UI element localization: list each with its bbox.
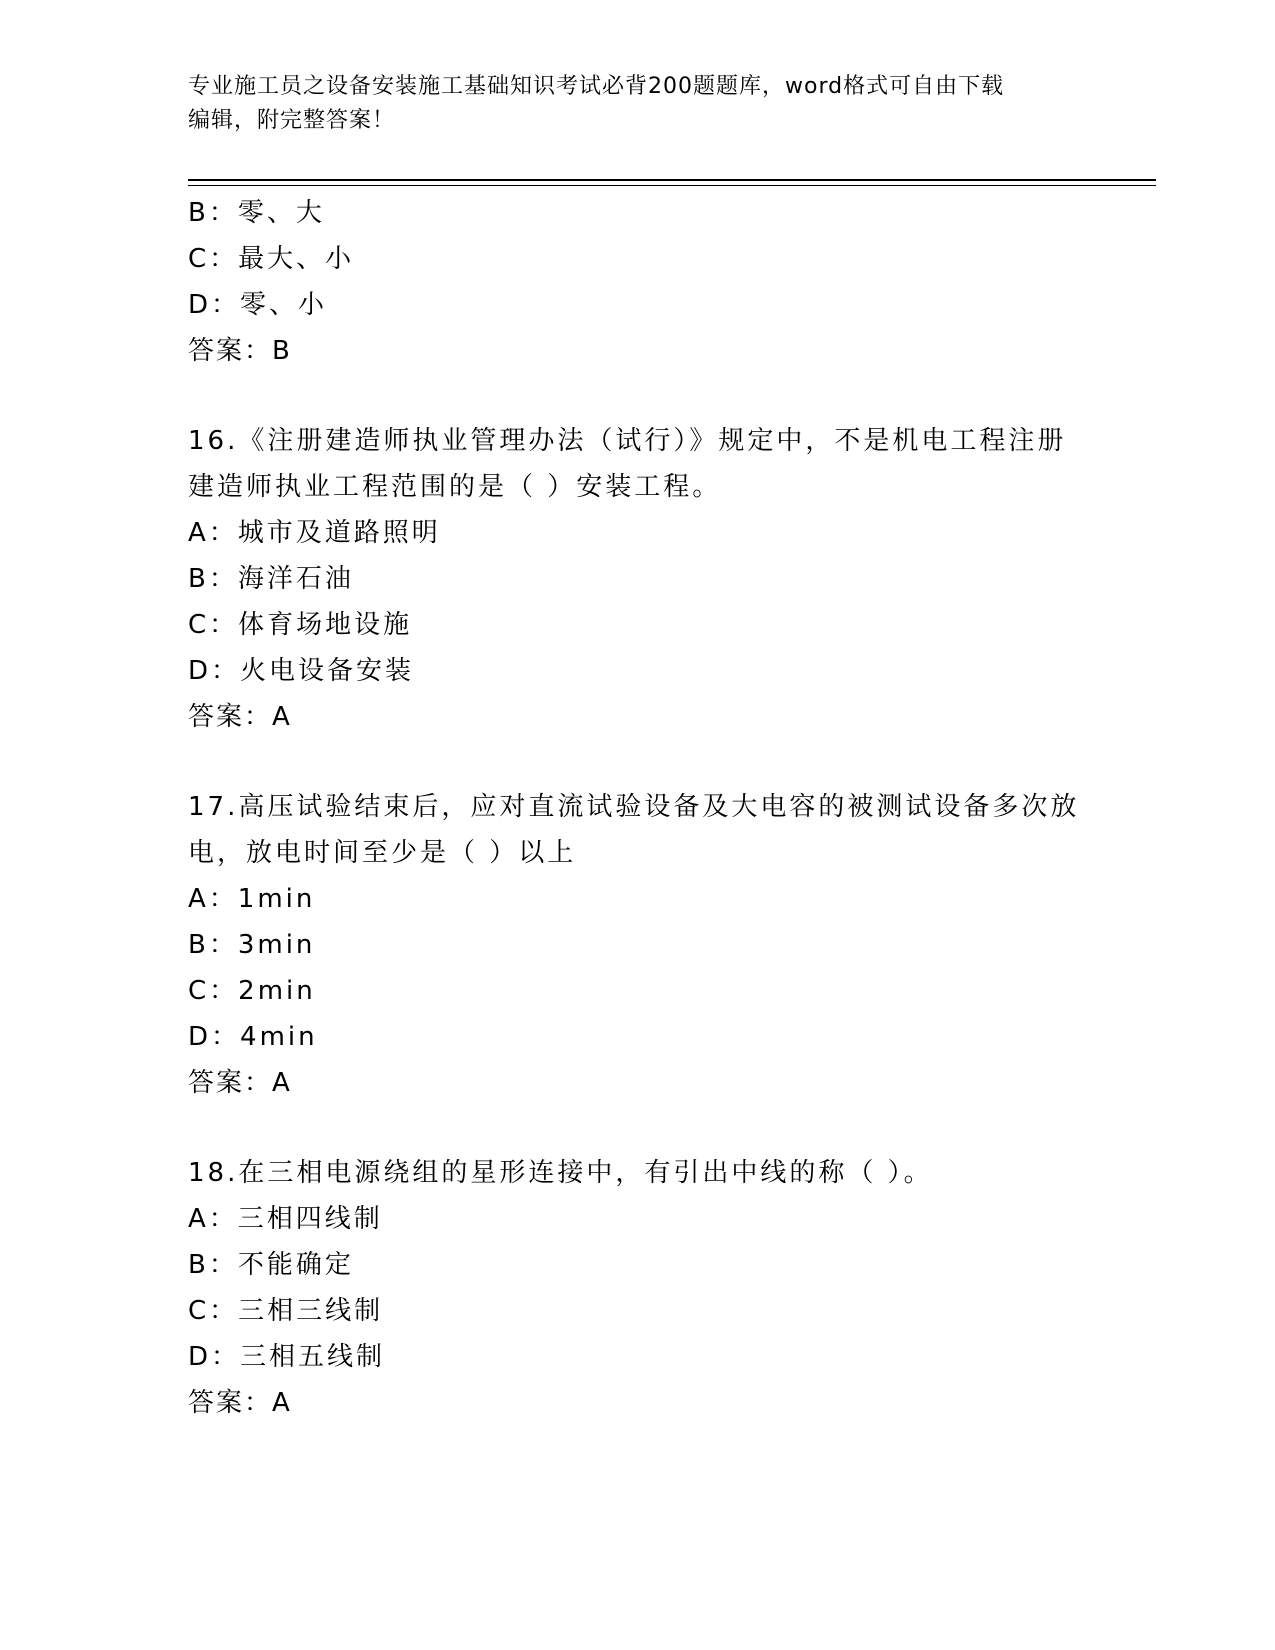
question-15-continuation [188,190,1088,374]
option-b: B：零、大 [188,198,325,228]
question-17 [188,784,1088,1106]
option-c: C：体育场地设施 [188,610,413,640]
option-b: B：3min [188,930,316,960]
header-rule-thick [188,179,1156,181]
document-body [188,190,1088,1426]
option-d: D：零、小 [188,290,328,320]
option-a: A：三相四线制 [188,1204,383,1234]
answer: 答案：B [188,336,292,366]
question-text-line-2: 电，放电时间至少是（ ）以上 [188,838,577,868]
spacer [188,740,1088,784]
question-text-line-1: 18.在三相电源绕组的星形连接中，有引出中线的称（ ）。 [188,1158,933,1188]
option-d: D：三相五线制 [188,1342,386,1372]
option-d: D：火电设备安装 [188,656,415,686]
question-text-line-1: 17.高压试验结束后，应对直流试验设备及大电容的被测试设备多次放 [188,792,1080,822]
answer: 答案：A [188,702,292,732]
answer: 答案：A [188,1068,292,1098]
spacer [188,1106,1088,1150]
option-d: D：4min [188,1022,318,1052]
option-a: A：城市及道路照明 [188,518,441,548]
header-title-line-1: 专业施工员之设备安装施工基础知识考试必背200题题库，word格式可自由下载 [188,74,1005,99]
option-c: C：最大、小 [188,244,355,274]
option-b: B：不能确定 [188,1250,354,1280]
question-text-line-2: 建造师执业工程范围的是（ ）安装工程。 [188,472,722,502]
header-rule-thin [188,185,1156,186]
option-b: B：海洋石油 [188,564,354,594]
question-16 [188,418,1088,740]
header-title-line-2: 编辑，附完整答案！ [188,108,396,133]
option-a: A：1min [188,884,316,914]
question-18 [188,1150,1088,1426]
question-text-line-1: 16.《注册建造师执业管理办法（试行）》规定中，不是机电工程注册 [188,426,1067,456]
page-header [188,70,1068,138]
answer: 答案：A [188,1388,292,1418]
option-c: C：三相三线制 [188,1296,384,1326]
spacer [188,374,1088,418]
option-c: C：2min [188,976,316,1006]
